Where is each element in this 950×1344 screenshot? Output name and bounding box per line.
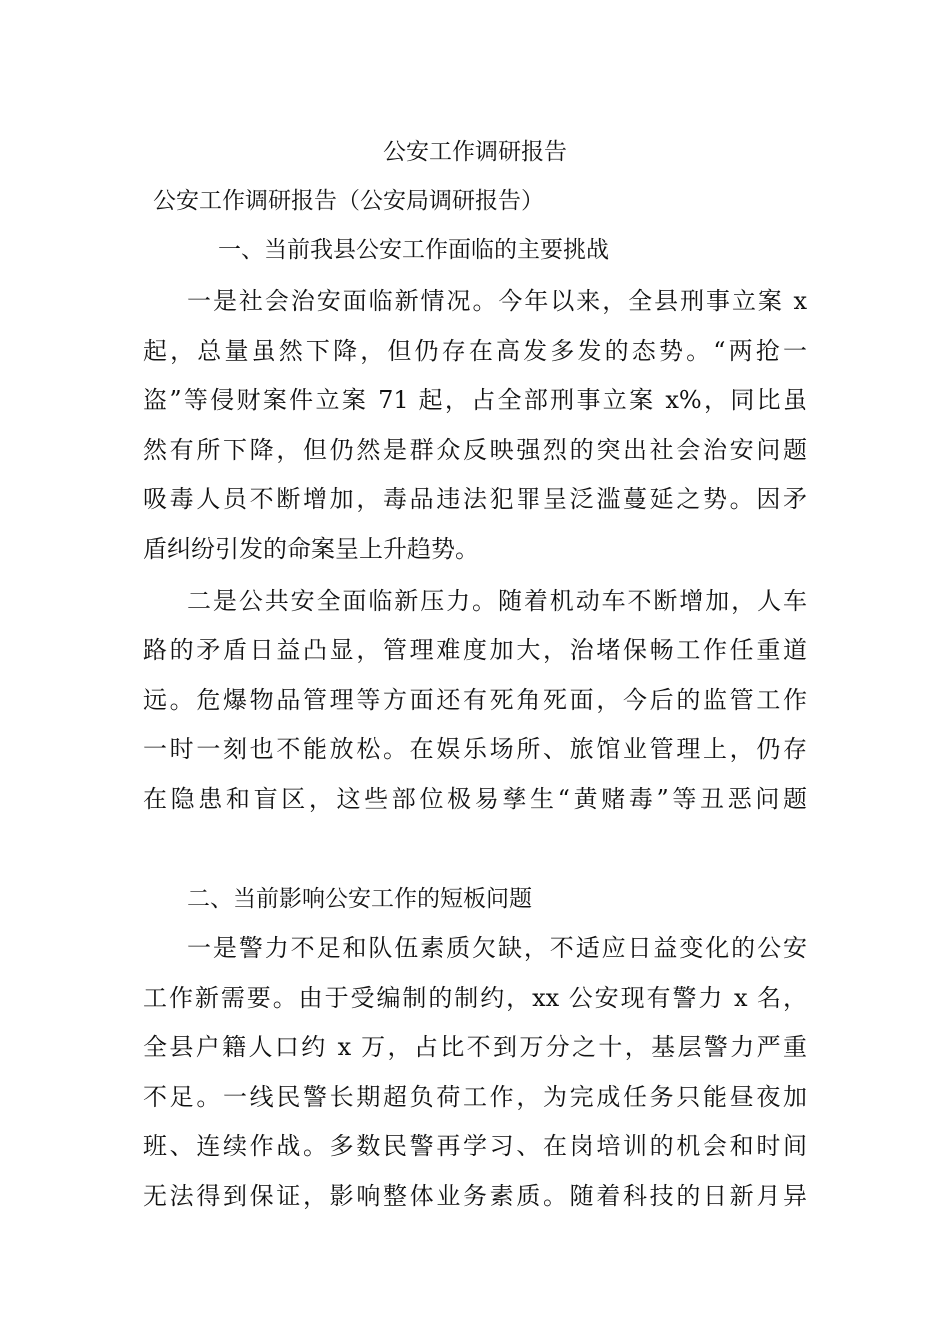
paragraph-1-line: 盾纠纷引发的命案呈上升趋势。 — [143, 535, 479, 563]
paragraph-1-line: 盗”等侵财案件立案 71 起，占全部刑事立案 x%，同比虽 — [143, 386, 807, 414]
paragraph-1-line: 吸毒人员不断增加，毒品违法犯罪呈泛滥蔓延之势。因矛 — [143, 485, 807, 513]
paragraph-3-line: 不足。一线民警长期超负荷工作，为完成任务只能昼夜加 — [143, 1083, 807, 1111]
paragraph-1-line: 一是社会治安面临新情况。今年以来，全县刑事立案 x — [187, 287, 807, 315]
paragraph-3-line: 工作新需要。由于受编制的制约，xx 公安现有警力 x 名， — [143, 984, 807, 1012]
section-heading-2: 二、当前影响公安工作的短板问题 — [187, 886, 532, 912]
paragraph-3-line: 无法得到保证，影响整体业务素质。随着科技的日新月异 — [143, 1182, 807, 1210]
paragraph-3-line: 全县户籍人口约 x 万，占比不到万分之十，基层警力严重 — [143, 1033, 807, 1061]
paragraph-2-line: 路的矛盾日益凸显，管理难度加大，治堵保畅工作任重道 — [143, 636, 807, 664]
section-heading-1: 一、当前我县公安工作面临的主要挑战 — [218, 237, 609, 263]
paragraph-2-line: 二是公共安全面临新压力。随着机动车不断增加，人车 — [187, 587, 807, 615]
paragraph-2-line: 在隐患和盲区，这些部位极易孳生“黄赌毒”等丑恶问题 — [143, 785, 807, 813]
document-title: 公安工作调研报告 — [383, 139, 567, 165]
document-subtitle: 公安工作调研报告（公安局调研报告） — [153, 188, 544, 214]
paragraph-2-line: 一时一刻也不能放松。在娱乐场所、旅馆业管理上，仍存 — [143, 735, 807, 763]
paragraph-3-line: 班、连续作战。多数民警再学习、在岗培训的机会和时间 — [143, 1132, 807, 1160]
paragraph-1-line: 起，总量虽然下降，但仍存在高发多发的态势。“两抢一 — [143, 337, 807, 365]
paragraph-1-line: 然有所下降，但仍然是群众反映强烈的突出社会治安问题 — [143, 436, 807, 464]
paragraph-3-line: 一是警力不足和队伍素质欠缺，不适应日益变化的公安 — [187, 934, 807, 962]
paragraph-2-line: 远。危爆物品管理等方面还有死角死面，今后的监管工作 — [143, 686, 807, 714]
